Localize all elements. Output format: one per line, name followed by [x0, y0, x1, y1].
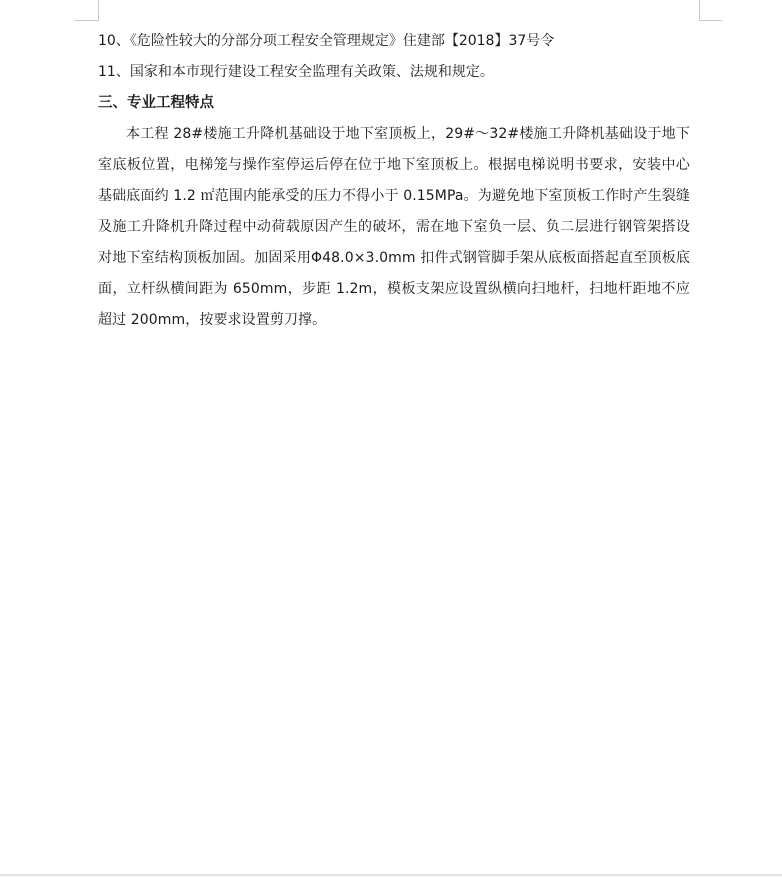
document-body[interactable]: [98, 26, 690, 336]
body-paragraph: 本工程 28#楼施工升降机基础设于地下室顶板上，29#～32#楼施工升降机基础设于地下室底板位置，电梯笼与操作室停运后停在位于地下室顶板上。根据电梯说明书要求，安装中心基础底面约 1.2 ㎡范围内能承受的压力不得小于 0.15MPa。为避免地下室顶板工作时产生裂缝及施工升降机升降过程中动荷载原因产生的破坏，需在地下室负一层、负二层进行钢管架搭设对地下室结构顶板加固。加固采用Φ48.0×3.0mm 扣件式钢管脚手架从底板面搭起直至顶板底面，立杆纵横间距为 650mm，步距 1.2m，模板支架应设置纵横向扫地杆，扫地杆距地不应超过 200mm，按要求设置剪刀撑。: [98, 126, 690, 328]
crop-mark-top-left: [74, 0, 99, 21]
section-heading: 三、专业工程特点: [98, 95, 214, 111]
reference-item-10: 10、《危险性较大的分部分项工程安全管理规定》住建部【2018】37号令: [98, 33, 555, 49]
crop-mark-top-right: [699, 0, 722, 21]
reference-item-11: 11、国家和本市现行建设工程安全监理有关政策、法规和规定。: [98, 64, 494, 80]
